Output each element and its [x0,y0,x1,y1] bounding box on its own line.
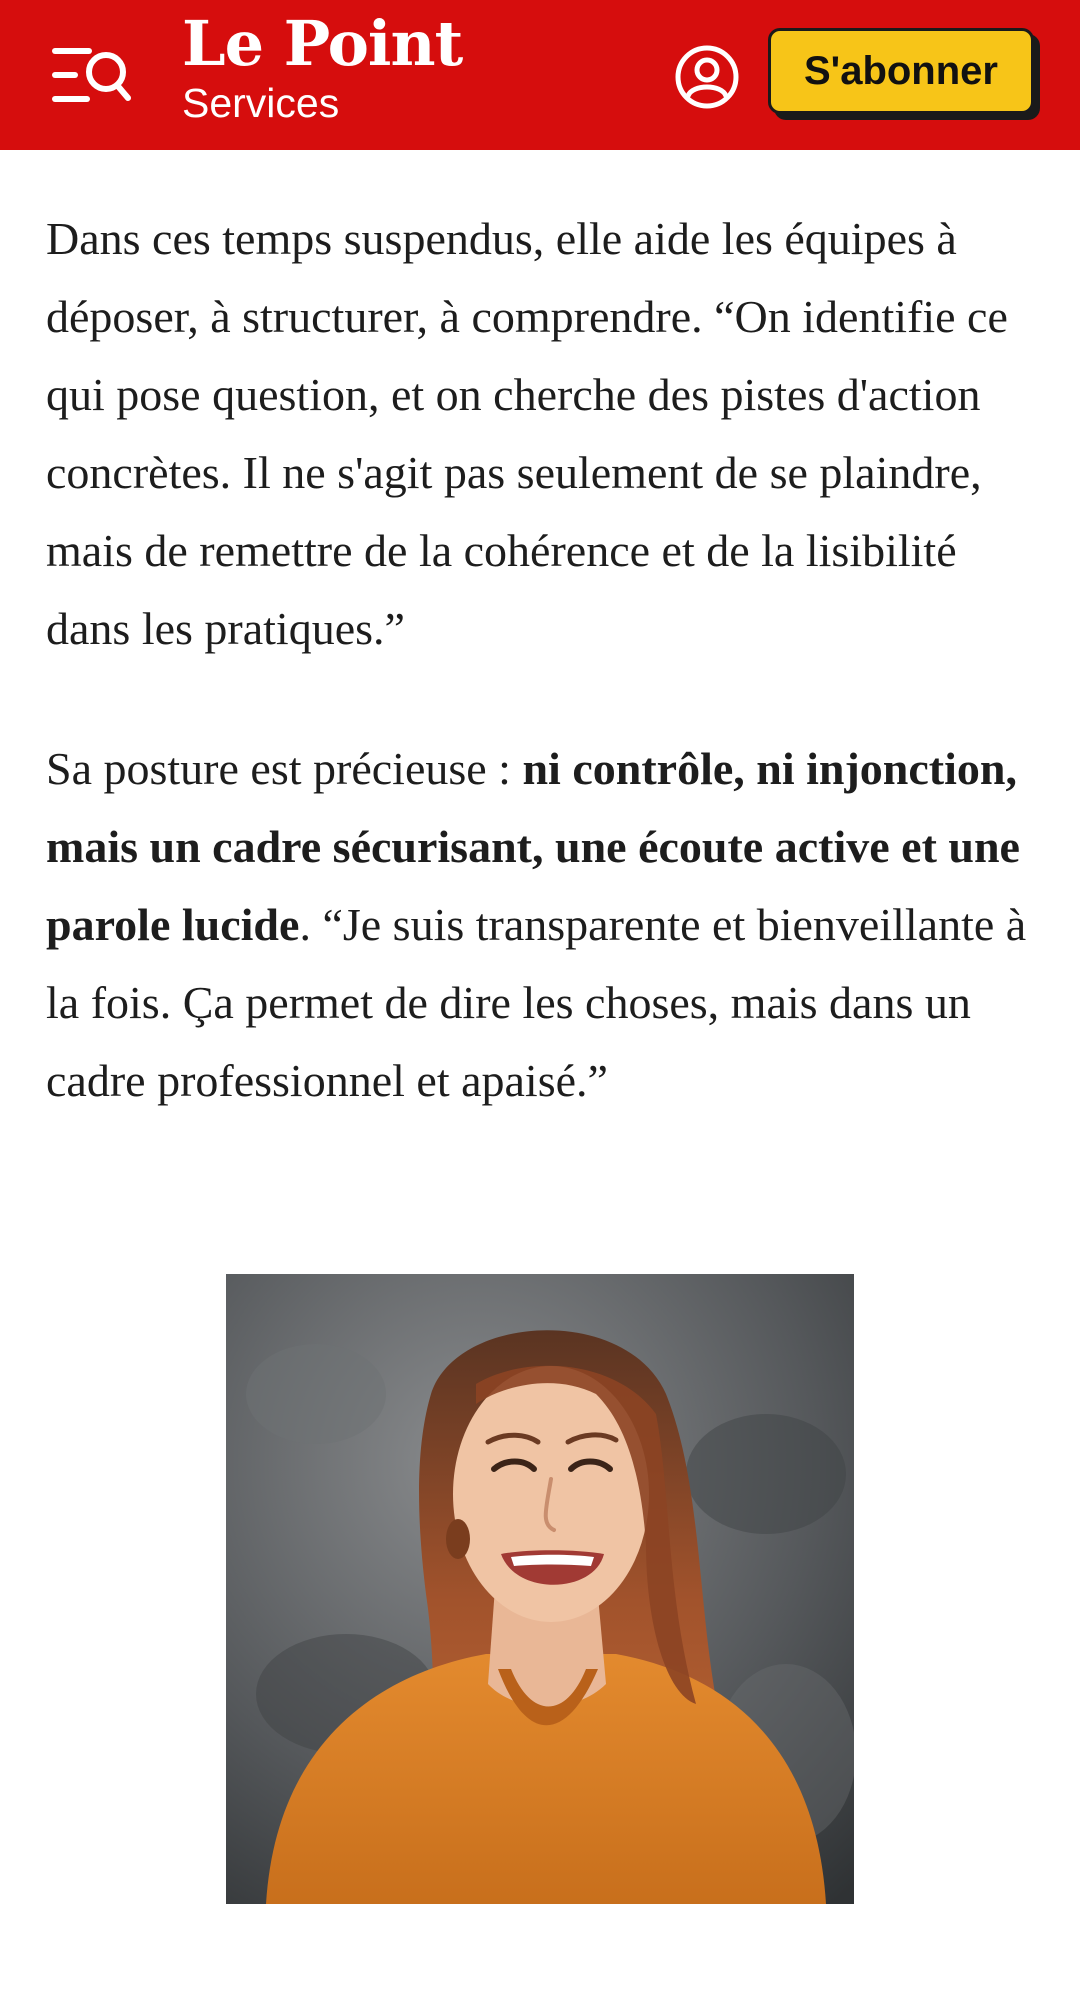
menu-search-icon[interactable] [50,42,132,110]
brand-name: Le Point [182,7,463,80]
portrait-photo [226,1274,854,1904]
article-paragraph [46,730,1036,1120]
article-paragraph: Dans ces temps suspendus, elle aide les équipes à déposer, à structurer, à comprendre. “On identifie ce qui pose question, et on cherche des pistes d'action concrètes. Il ne s'agit pas seulement de se plaindre, mais de remettre de la cohérence et de la lisibilité dans les pratiques.” [46,213,1008,654]
section-label: Services [182,80,340,126]
user-account-icon[interactable] [674,44,740,110]
paragraph-lead: Sa posture est précieuse : [46,743,523,794]
top-header [0,0,1080,150]
subscribe-button[interactable]: S'abonner [768,28,1034,114]
paragraph-rest: . “Je suis transparente et bienveillante à la fois. Ça permet de dire les choses, mais dans un cadre professionnel et apaisé.” [46,899,1027,1106]
article-body [46,200,1036,1120]
paragraph-bold-text: ni contrôle, ni injonction, mais un cadre sécurisant, une écoute active et une parole lucide [46,743,1020,950]
brand-logo[interactable] [182,8,462,126]
